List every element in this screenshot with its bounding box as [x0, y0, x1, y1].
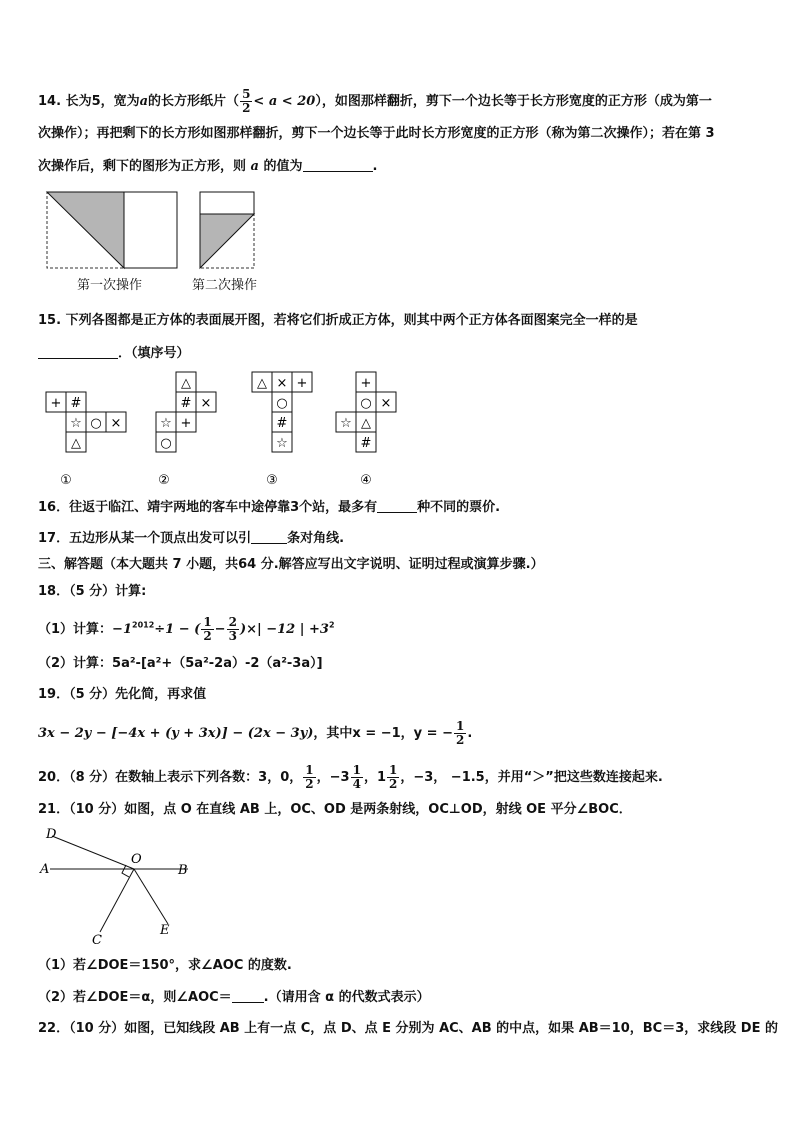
q22-line: 22．（10 分）如图，已知线段 AB 上有一点 C，点 D、点 E 分别为 AC、AB 的中点，如果 AB＝10，BC＝3，求线段 DE 的	[38, 1021, 778, 1036]
net-face-symbol: ○	[160, 436, 172, 451]
label-D: D	[46, 827, 57, 842]
net-face-symbol: △	[257, 376, 267, 391]
q14-fraction: $\frac{5}{2}$	[242, 87, 251, 115]
q18-part2: （2）计算：5a²-[a²+（5a²-2a）-2（a²-3a）]	[38, 656, 323, 671]
answer-blank[interactable]	[38, 344, 118, 359]
q21-part1: （1）若∠DOE＝150°，求∠AOC 的度数.	[38, 958, 292, 973]
q19-expression: 3x − 2y − [−4x + (y + 3x)] − (2x − 3y)，其中x = −1，y = − $\frac{1}{2}$ .	[38, 719, 473, 747]
q18-part1: （1）计算：$-1^{2012}\div 1$ − ( $\frac{1}{2}$ − $\frac{2}{3}$ )×| −12 | $+3^2$	[38, 615, 335, 643]
answer-blank[interactable]	[232, 988, 264, 1003]
net-face-symbol: +	[360, 376, 372, 391]
net-face-symbol: ☆	[340, 416, 352, 431]
label-B: B	[178, 863, 188, 878]
q14-line3: 次操作后，剩下的图形为正方形，则 a 的值为 .	[38, 159, 378, 174]
net-face-symbol: ☆	[70, 416, 82, 431]
cube-nets-figure	[40, 370, 400, 490]
q15-line1: 15. 下列各图都是正方体的表面展开图，若将它们折成正方体，则其中两个正方体各面图案完全一样的是	[38, 313, 638, 328]
q16-line: 16．往返于临江、靖宇两地的客车中途停靠3个站，最多有 种不同的票价.	[38, 500, 501, 515]
q21-line: 21．（10 分）如图，点 O 在直线 AB 上，OC、OD 是两条射线，OC⊥OD，射线 OE 平分∠BOC．	[38, 802, 632, 817]
net-face-symbol: #	[180, 396, 192, 411]
q14-line2: 次操作）；再把剩下的长方形如图那样翻折，剪下一个边长等于此时长方形宽度的正方形（称为第二次操作）；若在第 3	[38, 126, 715, 141]
net-face-symbol: △	[181, 376, 191, 391]
net-face-symbol: ○	[90, 416, 102, 431]
answer-blank[interactable]	[303, 157, 373, 172]
net-face-symbol: ×	[200, 396, 212, 411]
label-E: E	[160, 923, 170, 938]
net-face-symbol: #	[276, 416, 288, 431]
label-A: A	[40, 862, 50, 877]
q20-line: 20．（8 分）在数轴上表示下列各数：3，0， $\frac{1}{2}$ ，−3 $\frac{1}{4}$ ，1 $\frac{1}{2}$ ，−3， −1.5，并用“＞”把这些数连接起来.	[38, 763, 663, 791]
answer-blank[interactable]	[251, 529, 287, 544]
caption-first-operation: 第一次操作	[77, 278, 143, 293]
net-label: ②	[158, 473, 170, 488]
q14-fold-figure	[44, 188, 264, 272]
net-face-symbol: +	[296, 376, 308, 391]
caption-second-operation: 第二次操作	[192, 278, 258, 293]
net-face-symbol: ×	[380, 396, 392, 411]
net-face-symbol: ☆	[160, 416, 172, 431]
net-face-symbol: #	[360, 436, 372, 451]
q15-line2: ．（填序号）	[38, 344, 190, 363]
net-face-symbol: ○	[360, 396, 372, 411]
q21-angle-figure	[38, 824, 198, 948]
section-3-heading: 三、解答题（本大题共 7 小题，共64 分.解答应写出文字说明、证明过程或演算步骤.）	[38, 557, 544, 572]
q17-line: 17．五边形从某一个顶点出发可以引 条对角线.	[38, 531, 345, 546]
net-face-symbol: ☆	[276, 436, 288, 451]
net-face-symbol: ×	[276, 376, 288, 391]
label-O: O	[131, 852, 142, 867]
net-face-symbol: ×	[110, 416, 122, 431]
label-C: C	[92, 933, 102, 948]
q21-part2: （2）若∠DOE＝α，则∠AOC＝ .（请用含 α 的代数式表示）	[38, 990, 430, 1005]
net-face-symbol: +	[50, 396, 62, 411]
net-label: ③	[266, 473, 278, 488]
net-face-symbol: △	[71, 436, 81, 451]
q19-head: 19．（5 分）先化简，再求值	[38, 687, 207, 702]
net-face-symbol: #	[70, 396, 82, 411]
net-face-symbol: △	[361, 416, 371, 431]
net-label: ④	[360, 473, 372, 488]
net-face-symbol: +	[180, 416, 192, 431]
q18-head: 18．（5 分）计算:	[38, 584, 147, 599]
answer-blank[interactable]	[377, 498, 417, 513]
net-label: ①	[60, 473, 72, 488]
net-face-symbol: ○	[276, 396, 288, 411]
q14-line1: 14. 长为5，宽为a的长方形纸片（ $\frac{5}{2}$ < a < 20），如图那样翻折，剪下一个边长等于长方形宽度的正方形（成为第一	[38, 87, 712, 115]
